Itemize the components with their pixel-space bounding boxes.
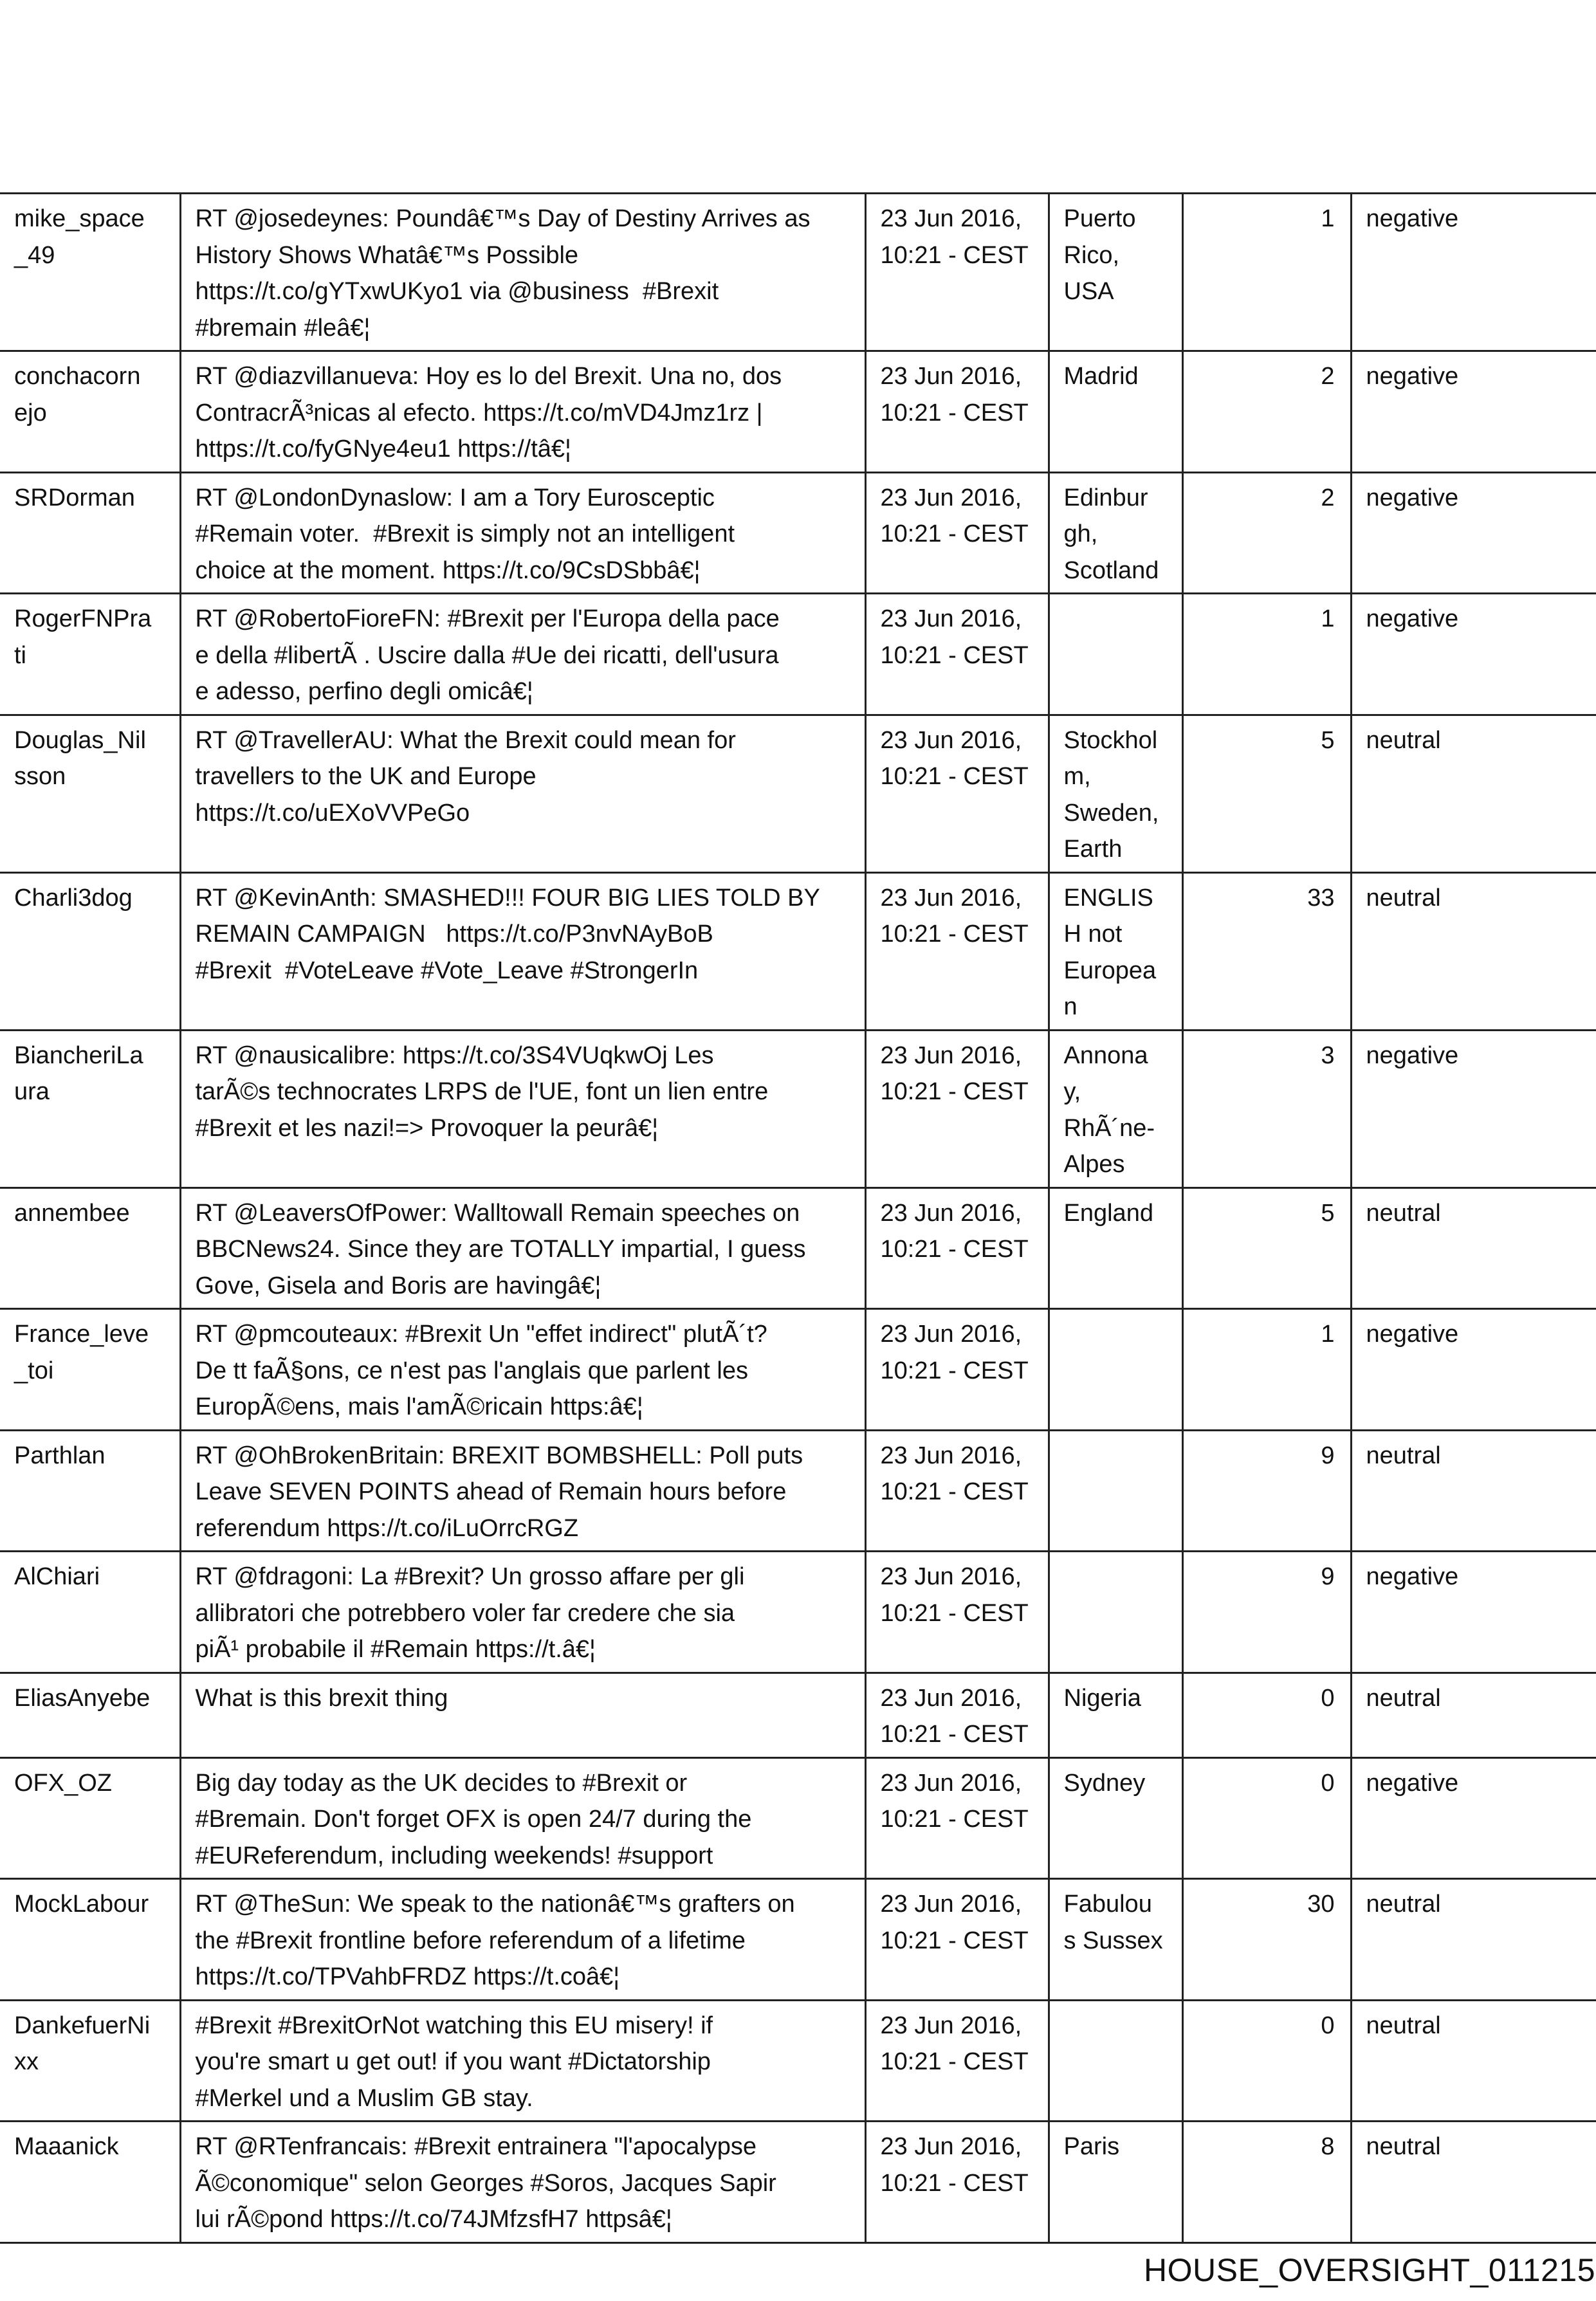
table-row bbox=[0, 1187, 1596, 1309]
date-cell: 23 Jun 2016, 10:21 - CEST bbox=[865, 1187, 1049, 1309]
date-cell: 23 Jun 2016, 10:21 - CEST bbox=[865, 2122, 1049, 2243]
table-row bbox=[0, 2000, 1596, 2122]
table-row bbox=[0, 1552, 1596, 1673]
retweet-count-cell: 9 bbox=[1182, 1552, 1351, 1673]
location-cell bbox=[1049, 2000, 1182, 2122]
sentiment-cell: neutral bbox=[1351, 1879, 1596, 2001]
table-row bbox=[0, 1309, 1596, 1431]
tweets-table bbox=[0, 192, 1596, 2244]
retweet-count-cell: 1 bbox=[1182, 1309, 1351, 1431]
location-cell: Madrid bbox=[1049, 351, 1182, 473]
sentiment-cell: neutral bbox=[1351, 1430, 1596, 1552]
retweet-count-cell: 2 bbox=[1182, 351, 1351, 473]
retweet-count-cell: 5 bbox=[1182, 715, 1351, 872]
location-cell: Sydney bbox=[1049, 1757, 1182, 1879]
location-cell: Stockhol m, Sweden, Earth bbox=[1049, 715, 1182, 872]
table-row bbox=[0, 1430, 1596, 1552]
location-cell: Paris bbox=[1049, 2122, 1182, 2243]
tweet-text-cell: What is this brexit thing bbox=[180, 1673, 865, 1757]
username-cell: France_leve _toi bbox=[0, 1309, 180, 1431]
table-row bbox=[0, 1030, 1596, 1187]
username-cell: annembee bbox=[0, 1187, 180, 1309]
retweet-count-cell: 2 bbox=[1182, 472, 1351, 594]
table-row bbox=[0, 472, 1596, 594]
date-cell: 23 Jun 2016, 10:21 - CEST bbox=[865, 1309, 1049, 1431]
username-cell: AlChiari bbox=[0, 1552, 180, 1673]
retweet-count-cell: 0 bbox=[1182, 1757, 1351, 1879]
username-cell: RogerFNPra ti bbox=[0, 594, 180, 715]
tweet-text-cell: RT @fdragoni: La #Brexit? Un grosso affare per gli allibratori che potrebbero voler far credere che sia piÃ¹ probabile il #Remain https://t.â€¦ bbox=[180, 1552, 865, 1673]
retweet-count-cell: 1 bbox=[1182, 194, 1351, 351]
table-row bbox=[0, 2122, 1596, 2243]
date-cell: 23 Jun 2016, 10:21 - CEST bbox=[865, 1673, 1049, 1757]
sentiment-cell: negative bbox=[1351, 1552, 1596, 1673]
sentiment-cell: negative bbox=[1351, 472, 1596, 594]
retweet-count-cell: 8 bbox=[1182, 2122, 1351, 2243]
sentiment-cell: negative bbox=[1351, 1309, 1596, 1431]
location-cell: Puerto Rico, USA bbox=[1049, 194, 1182, 351]
tweet-text-cell: RT @TheSun: We speak to the nationâ€™s grafters on the #Brexit frontline before referendum of a lifetime https://t.co/TPVahbFRDZ https://t.coâ€¦ bbox=[180, 1879, 865, 2001]
tweet-text-cell: RT @TravellerAU: What the Brexit could mean for travellers to the UK and Europe https://t.co/uEXoVVPeGo bbox=[180, 715, 865, 872]
username-cell: OFX_OZ bbox=[0, 1757, 180, 1879]
tweet-text-cell: RT @LeaversOfPower: Walltowall Remain speeches on BBCNews24. Since they are TOTALLY impartial, I guess Gove, Gisela and Boris are havingâ€¦ bbox=[180, 1187, 865, 1309]
username-cell: DankefuerNi xx bbox=[0, 2000, 180, 2122]
retweet-count-cell: 30 bbox=[1182, 1879, 1351, 2001]
location-cell bbox=[1049, 1309, 1182, 1431]
location-cell: England bbox=[1049, 1187, 1182, 1309]
retweet-count-cell: 9 bbox=[1182, 1430, 1351, 1552]
tweet-text-cell: RT @RobertoFioreFN: #Brexit per l'Europa della pace e della #libertÃ . Uscire dalla #Ue dei ricatti, dell'usura e adesso, perfino degli omicâ€¦ bbox=[180, 594, 865, 715]
date-cell: 23 Jun 2016, 10:21 - CEST bbox=[865, 472, 1049, 594]
tweet-text-cell: #Brexit #BrexitOrNot watching this EU misery! if you're smart u get out! if you want #Dictatorship #Merkel und a Muslim GB stay. bbox=[180, 2000, 865, 2122]
location-cell: Annona y, RhÃ´ne- Alpes bbox=[1049, 1030, 1182, 1187]
sentiment-cell: negative bbox=[1351, 1757, 1596, 1879]
date-cell: 23 Jun 2016, 10:21 - CEST bbox=[865, 1879, 1049, 2001]
retweet-count-cell: 1 bbox=[1182, 594, 1351, 715]
sentiment-cell: neutral bbox=[1351, 2000, 1596, 2122]
table-row bbox=[0, 594, 1596, 715]
location-cell: Edinbur gh, Scotland bbox=[1049, 472, 1182, 594]
retweet-count-cell: 3 bbox=[1182, 1030, 1351, 1187]
location-cell: Nigeria bbox=[1049, 1673, 1182, 1757]
sentiment-cell: neutral bbox=[1351, 872, 1596, 1030]
tweet-text-cell: RT @nausicalibre: https://t.co/3S4VUqkwOj Les tarÃ©s technocrates LRPS de l'UE, font un lien entre #Brexit et les nazi!=> Provoquer la peurâ€¦ bbox=[180, 1030, 865, 1187]
username-cell: mike_space _49 bbox=[0, 194, 180, 351]
date-cell: 23 Jun 2016, 10:21 - CEST bbox=[865, 351, 1049, 473]
username-cell: Maaanick bbox=[0, 2122, 180, 2243]
username-cell: MockLabour bbox=[0, 1879, 180, 2001]
location-cell: ENGLIS H not Europea n bbox=[1049, 872, 1182, 1030]
table-row bbox=[0, 1673, 1596, 1757]
retweet-count-cell: 5 bbox=[1182, 1187, 1351, 1309]
date-cell: 23 Jun 2016, 10:21 - CEST bbox=[865, 2000, 1049, 2122]
location-cell: Fabulou s Sussex bbox=[1049, 1879, 1182, 2001]
sentiment-cell: negative bbox=[1351, 194, 1596, 351]
username-cell: Parthlan bbox=[0, 1430, 180, 1552]
tweet-text-cell: RT @pmcouteaux: #Brexit Un "effet indirect" plutÃ´t? De tt faÃ§ons, ce n'est pas l'anglais que parlent les EuropÃ©ens, mais l'amÃ©ricain https:â€¦ bbox=[180, 1309, 865, 1431]
date-cell: 23 Jun 2016, 10:21 - CEST bbox=[865, 1030, 1049, 1187]
tweet-text-cell: RT @RTenfrancais: #Brexit entrainera "l'apocalypse Ã©conomique" selon Georges #Soros, Jacques Sapir lui rÃ©pond https://t.co/74JMfzsfH7 httpsâ€¦ bbox=[180, 2122, 865, 2243]
location-cell bbox=[1049, 1552, 1182, 1673]
username-cell: Douglas_Nil sson bbox=[0, 715, 180, 872]
sentiment-cell: negative bbox=[1351, 594, 1596, 715]
table-row bbox=[0, 1757, 1596, 1879]
username-cell: Charli3dog bbox=[0, 872, 180, 1030]
tweet-text-cell: Big day today as the UK decides to #Brexit or #Bremain. Don't forget OFX is open 24/7 during the #EUReferendum, including weekends! #support bbox=[180, 1757, 865, 1879]
retweet-count-cell: 0 bbox=[1182, 1673, 1351, 1757]
location-cell bbox=[1049, 594, 1182, 715]
location-cell bbox=[1049, 1430, 1182, 1552]
tweet-text-cell: RT @josedeynes: Poundâ€™s Day of Destiny Arrives as History Shows Whatâ€™s Possible https://t.co/gYTxwUKyo1 via @business #Brexit #bremain #leâ€¦ bbox=[180, 194, 865, 351]
username-cell: SRDorman bbox=[0, 472, 180, 594]
date-cell: 23 Jun 2016, 10:21 - CEST bbox=[865, 1757, 1049, 1879]
date-cell: 23 Jun 2016, 10:21 - CEST bbox=[865, 1552, 1049, 1673]
date-cell: 23 Jun 2016, 10:21 - CEST bbox=[865, 1430, 1049, 1552]
tweet-text-cell: RT @KevinAnth: SMASHED!!! FOUR BIG LIES TOLD BY REMAIN CAMPAIGN https://t.co/P3nvNAyBoB #Brexit #VoteLeave #Vote_Leave #StrongerIn bbox=[180, 872, 865, 1030]
tweet-text-cell: RT @diazvillanueva: Hoy es lo del Brexit. Una no, dos ContracrÃ³nicas al efecto. https://t.co/mVD4Jmz1rz | https://t.co/fyGNye4eu1 https://tâ€¦ bbox=[180, 351, 865, 473]
retweet-count-cell: 33 bbox=[1182, 872, 1351, 1030]
retweet-count-cell: 0 bbox=[1182, 2000, 1351, 2122]
username-cell: BiancheriLa ura bbox=[0, 1030, 180, 1187]
sentiment-cell: neutral bbox=[1351, 715, 1596, 872]
sentiment-cell: neutral bbox=[1351, 2122, 1596, 2243]
tweet-text-cell: RT @OhBrokenBritain: BREXIT BOMBSHELL: Poll puts Leave SEVEN POINTS ahead of Remain hours before referendum https://t.co/iLuOrrcRGZ bbox=[180, 1430, 865, 1552]
sentiment-cell: negative bbox=[1351, 351, 1596, 473]
date-cell: 23 Jun 2016, 10:21 - CEST bbox=[865, 594, 1049, 715]
username-cell: EliasAnyebe bbox=[0, 1673, 180, 1757]
table-row bbox=[0, 1879, 1596, 2001]
date-cell: 23 Jun 2016, 10:21 - CEST bbox=[865, 872, 1049, 1030]
sentiment-cell: neutral bbox=[1351, 1187, 1596, 1309]
date-cell: 23 Jun 2016, 10:21 - CEST bbox=[865, 715, 1049, 872]
date-cell: 23 Jun 2016, 10:21 - CEST bbox=[865, 194, 1049, 351]
table-row bbox=[0, 715, 1596, 872]
table-row bbox=[0, 351, 1596, 473]
sentiment-cell: neutral bbox=[1351, 1673, 1596, 1757]
sentiment-cell: negative bbox=[1351, 1030, 1596, 1187]
table-row bbox=[0, 872, 1596, 1030]
bates-number: HOUSE_OVERSIGHT_011215 bbox=[1144, 2252, 1596, 2288]
username-cell: conchacorn ejo bbox=[0, 351, 180, 473]
tweet-text-cell: RT @LondonDynaslow: I am a Tory Eurosceptic #Remain voter. #Brexit is simply not an intelligent choice at the moment. https://t.co/9CsDSbbâ€¦ bbox=[180, 472, 865, 594]
table-row bbox=[0, 194, 1596, 351]
